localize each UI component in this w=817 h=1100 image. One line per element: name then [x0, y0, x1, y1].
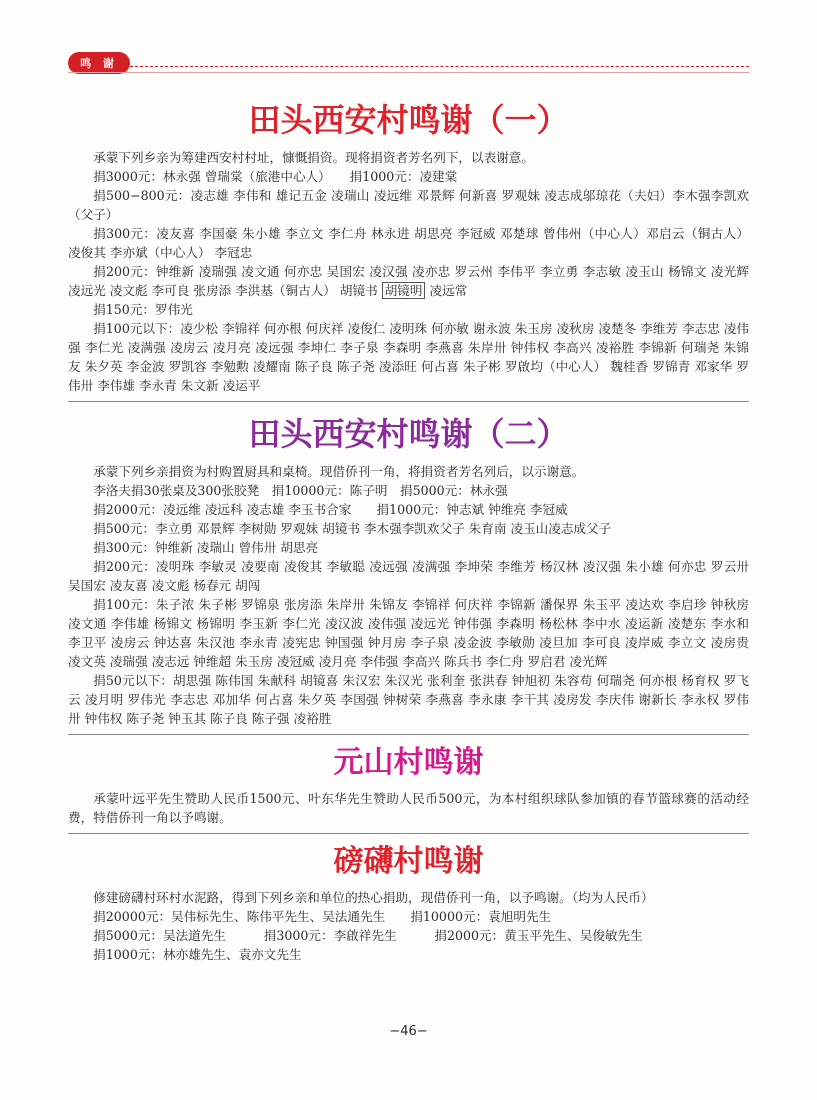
paragraph: 捐3000元：林永强 曾瑞棠（旅港中心人） 捐1000元：凌建棠 — [93, 169, 458, 184]
paragraph: 捐2000元：凌远维 凌远科 凌志雄 李玉书合家 捐1000元：钟志斌 钟维亮 李冠威 — [93, 502, 568, 517]
paragraph: 捐200元：凌明珠 李敏灵 凌要南 凌俊其 李敏聪 凌远强 凌满强 李坤荣 李维芳 杨汉林 凌汉强 朱小雄 何亦忠 罗云卅 吴国宏 凌友喜 凌文彪 杨春元 胡闯 — [68, 559, 749, 593]
section-divider — [68, 401, 749, 402]
donors-text: 捐200元：钟维新 凌瑞强 凌文通 何亦忠 吴国宏 凌汉强 凌亦忠 罗云州 李伟平 李立勇 李志敏 凌玉山 杨锦文 凌光辉 凌远光 凌文彪 李可良 张房添 李洪基（铜古人） 胡镜书 — [68, 264, 749, 298]
section-pangbo-village — [68, 836, 749, 964]
paragraph: 修建磅礴村环村水泥路，得到下列乡亲和单位的热心捐助，现借侨刊一角，以予鸣谢。（均为人民币） — [93, 890, 654, 905]
page-content — [68, 92, 749, 964]
paragraph: 捐500−800元：凌志雄 李伟和 雄记五金 凌瑞山 凌远维 邓景辉 何新喜 罗观妹 凌志成邬琼花（夫妇）李木强李凯欢（父子） — [68, 188, 749, 222]
donors-text: 凌远常 — [429, 283, 468, 298]
paragraph: 捐1000元：林亦雄先生、袁亦文先生 — [93, 947, 302, 962]
header-dashed-line — [130, 66, 749, 67]
section-title: 田头西安村鸣谢（一） — [248, 101, 569, 139]
paragraph: 承蒙叶远平先生赞助人民币1500元、叶东华先生赞助人民币500元，为本村组织球队参加镇的春节篮球赛的活动经费，特借侨刊一角以予鸣谢。 — [68, 791, 749, 825]
header-tag: 鸣 谢 — [68, 52, 130, 74]
paragraph: 捐300元：凌友喜 李国豪 朱小雄 李立文 李仁舟 林永进 胡思亮 李冠威 邓楚球 曾伟州（中心人）邓启云（铜古人） 凌俊其 李亦斌（中心人） 李冠忠 — [68, 226, 749, 260]
paragraph: 李洛夫捐30张桌及300张胶凳 捐10000元：陈子明 捐5000元：林永强 — [93, 483, 508, 498]
section-title: 元山村鸣谢 — [333, 745, 484, 780]
paragraph: 捐50元以下：胡思强 陈伟国 朱献科 胡镜喜 朱汉宏 朱汉光 张利奎 张洪春 钟旭初 朱容苟 何瑞尧 何亦根 杨育权 罗飞云 凌月明 罗伟光 李志忠 邓加华 何占喜 朱夕英 李国强 钟树荣 李燕喜 李永康 李干其 凌房发 李庆伟 谢新长 李永权 罗伟卅 钟伟权 陈子尧 钟玉其 陈子良 陈子强 凌裕胜 — [68, 673, 749, 726]
section-xian-village-1 — [68, 92, 749, 402]
paragraph: 捐20000元：吴伟标先生、陈伟平先生、吴法通先生 捐10000元：袁旭明先生 — [93, 909, 552, 924]
header-rule — [68, 72, 749, 73]
paragraph: 承蒙下列乡亲捐资为村购置厨具和桌椅。现借侨刊一角，将捐资者芳名列后，以示谢意。 — [93, 464, 585, 479]
section-title: 磅礴村鸣谢 — [333, 844, 484, 879]
section-divider — [68, 833, 749, 834]
page-number: −46− — [389, 1024, 428, 1039]
paragraph: 捐150元：罗伟光 — [93, 302, 193, 317]
boxed-name: 胡镜明 — [382, 282, 426, 299]
section-title: 田头西安村鸣谢（二） — [248, 415, 569, 453]
paragraph: 承蒙下列乡亲为筹建西安村村址，慷慨捐资。现将捐资者芳名列下，以表谢意。 — [93, 150, 534, 165]
section-yuanshan-village — [68, 737, 749, 834]
section-xian-village-2 — [68, 406, 749, 735]
paragraph: 捐100元：朱子浓 朱子彬 罗锦泉 张房添 朱岸卅 朱锦友 李锦祥 何庆祥 李锦新 潘保界 朱玉平 凌达欢 李启珍 钟秋房 凌文通 李伟雄 杨锦文 杨锦明 李玉新 李仁光 凌汉波 凌伟强 凌远光 钟伟强 李森明 杨松林 李中水 凌运新 凌楚东 李水和 李卫平 凌房云 钟达喜 朱汉池 李永青 凌宪忠 钟国强 钟月房 李子泉 凌金波 李敏勋 凌旦加 李可良 凌岸威 李立文 凌房贵 凌文英 凌瑞强 凌志远 钟维超 朱玉房 凌冠威 凌月亮 李伟强 李高兴 陈兵书 李仁舟 罗启君 凌光辉 — [68, 597, 749, 669]
paragraph-200 — [68, 262, 749, 300]
paragraph: 捐300元：钟维新 凌瑞山 曾伟卅 胡思亮 — [93, 540, 319, 555]
paragraph: 捐500元：李立勇 邓景辉 李树勋 罗观妹 胡镜书 李木强李凯欢父子 朱育南 凌玉山凌志成父子 — [93, 521, 612, 536]
paragraph: 捐5000元：吴法道先生 捐3000元：李啟祥先生 捐2000元：黄玉平先生、吴俊敏先生 — [93, 928, 643, 943]
section-divider — [68, 734, 749, 735]
paragraph: 捐100元以下：凌少松 李锦祥 何亦根 何庆祥 凌俊仁 凌明珠 何亦敏 谢永波 朱玉房 凌秋房 凌楚冬 李维芳 李志忠 凌伟强 李仁光 凌满强 凌房云 凌月亮 凌远强 李坤仁 李子泉 李森明 李燕喜 朱岸卅 钟伟权 李高兴 凌裕胜 李锦新 何瑞尧 朱锦友 朱夕英 李金波 罗凯容 李勉勲 凌耀南 陈子良 陈子尧 凌添旺 何占喜 朱子彬 罗啟均（中心人） 魏桂香 罗锦青 邓家华 罗伟卅 李伟雄 李永青 朱文新 凌运平 — [68, 321, 749, 393]
